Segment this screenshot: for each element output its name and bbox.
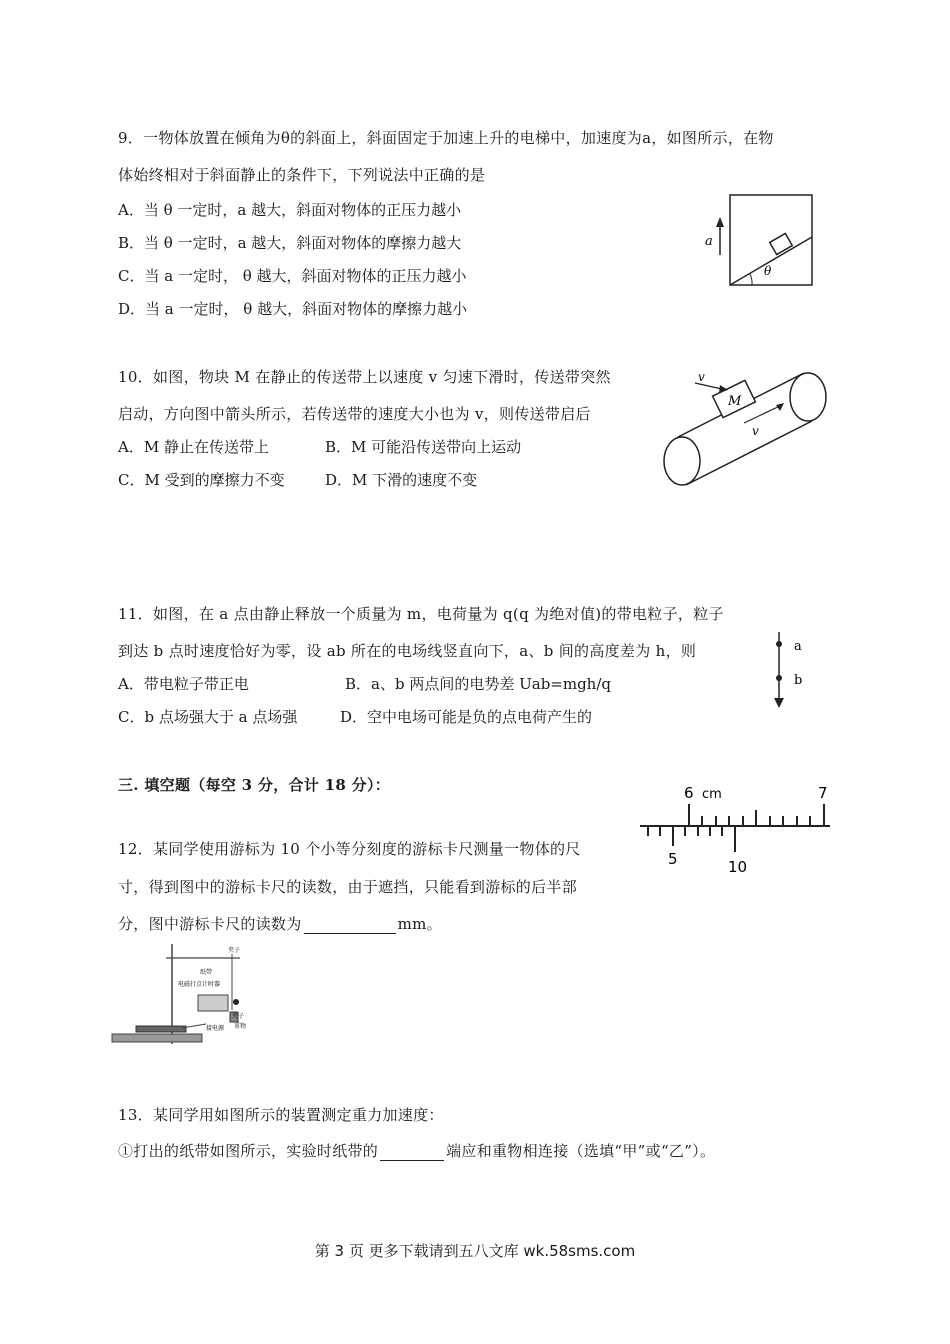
q9-option-c: C．当 a 一定时， θ 越大，斜面对物体的正压力越小: [118, 267, 467, 285]
q11-option-c: C．b 点场强大于 a 点场强: [118, 708, 298, 726]
q12-label-10: 10: [728, 858, 748, 876]
q10-label-M: M: [728, 394, 742, 409]
q12-answer-blank[interactable]: [304, 932, 396, 934]
q12-vernier-figure: [640, 780, 835, 880]
q10-option-d: D．M 下滑的速度不变: [325, 471, 478, 489]
apparatus-label-timer: 电磁打点计时器: [178, 981, 221, 988]
q12-line3-prefix: 分，图中游标卡尺的读数为: [118, 915, 302, 933]
apparatus-label-weight: 重物: [234, 1023, 247, 1030]
q10-option-c: C．M 受到的摩擦力不变: [118, 471, 285, 489]
section-3-heading: 三. 填空题（每空 3 分，合计 18 分）：: [118, 776, 391, 794]
apparatus-label-tape: 纸带: [200, 969, 213, 976]
q9-option-d: D．当 a 一定时， θ 越大，斜面对物体的摩擦力越小: [118, 300, 468, 318]
q11-option-a: A．带电粒子带正电: [118, 675, 249, 693]
q12-stem-line-3: [118, 913, 442, 934]
q13-stem-line-2: [118, 1140, 715, 1161]
q10-conveyor-figure: [660, 365, 835, 490]
q12-label-7: 7: [818, 784, 828, 802]
q10-stem-line-2: 启动，方向图中箭头所示，若传送带的速度大小也为 v，则传送带启后: [118, 405, 591, 423]
apparatus-figure: [110, 940, 260, 1045]
q11-option-d: D．空中电场可能是负的点电荷产生的: [340, 708, 593, 726]
q12-stem-line-2: 寸，得到图中的游标卡尺的读数，由于遮挡，只能看到游标的后半部: [118, 878, 578, 896]
q9-stem-line-2: 体始终相对于斜面静止的条件下，下列说法中正确的是: [118, 166, 486, 184]
apparatus-label-clip-top: 夹子: [228, 947, 241, 954]
q9-option-b: B．当 θ 一定时，a 越大，斜面对物体的摩擦力越大: [118, 234, 462, 252]
q9-option-a: A．当 θ 一定时，a 越大，斜面对物体的正压力越小: [118, 201, 462, 219]
q11-option-b: B．a、b 两点间的电势差 Uab=mgh/q: [345, 675, 612, 693]
q10-label-v-top: v: [698, 370, 705, 384]
q13-line2-suffix: 端应和重物相连接（选填“甲”或“乙”）。: [446, 1142, 716, 1160]
q11-stem-line-1: 11．如图，在 a 点由静止释放一个质量为 m，电荷量为 q(q 为绝对值)的带电粒子，粒子: [118, 605, 724, 623]
q13-line2-prefix: ①打出的纸带如图所示，实验时纸带的: [118, 1142, 379, 1160]
q9-incline-figure: [700, 195, 820, 290]
q12-stem-line-1: 12．某同学使用游标为 10 个小等分刻度的游标卡尺测量一物体的尺: [118, 840, 581, 858]
q11-label-a: a: [794, 639, 802, 654]
q13-answer-blank[interactable]: [380, 1159, 444, 1161]
q10-option-a: A．M 静止在传送带上: [118, 438, 269, 456]
q9-label-theta: θ: [764, 264, 772, 278]
page-footer: 第 3 页 更多下载请到五八文库 wk.58sms.com: [314, 1242, 636, 1260]
q11-field-line-figure: [768, 630, 818, 710]
q9-stem-line-1: 9．一物体放置在倾角为θ的斜面上，斜面固定于加速上升的电梯中，加速度为a，如图所示，在物: [118, 129, 774, 147]
q11-label-b: b: [794, 673, 803, 688]
q12-line3-suffix: mm。: [397, 915, 442, 933]
q13-stem-line-1: 13．某同学用如图所示的装置测定重力加速度：: [118, 1106, 444, 1124]
q12-label-6: 6: [684, 784, 694, 802]
q9-label-a: a: [705, 234, 713, 249]
q12-label-5: 5: [668, 850, 678, 868]
q12-label-cm: cm: [702, 787, 722, 802]
q10-option-b: B．M 可能沿传送带向上运动: [325, 438, 522, 456]
q10-label-v-belt: v: [752, 424, 759, 438]
apparatus-label-clip-bottom: 夹子: [232, 1013, 245, 1020]
q10-stem-line-1: 10．如图，物块 M 在静止的传送带上以速度 v 匀速下滑时，传送带突然: [118, 368, 611, 386]
apparatus-label-power: 接电源: [206, 1025, 225, 1032]
q11-stem-line-2: 到达 b 点时速度恰好为零，设 ab 所在的电场线竖直向下，a、b 间的高度差为 h，则: [118, 642, 697, 660]
